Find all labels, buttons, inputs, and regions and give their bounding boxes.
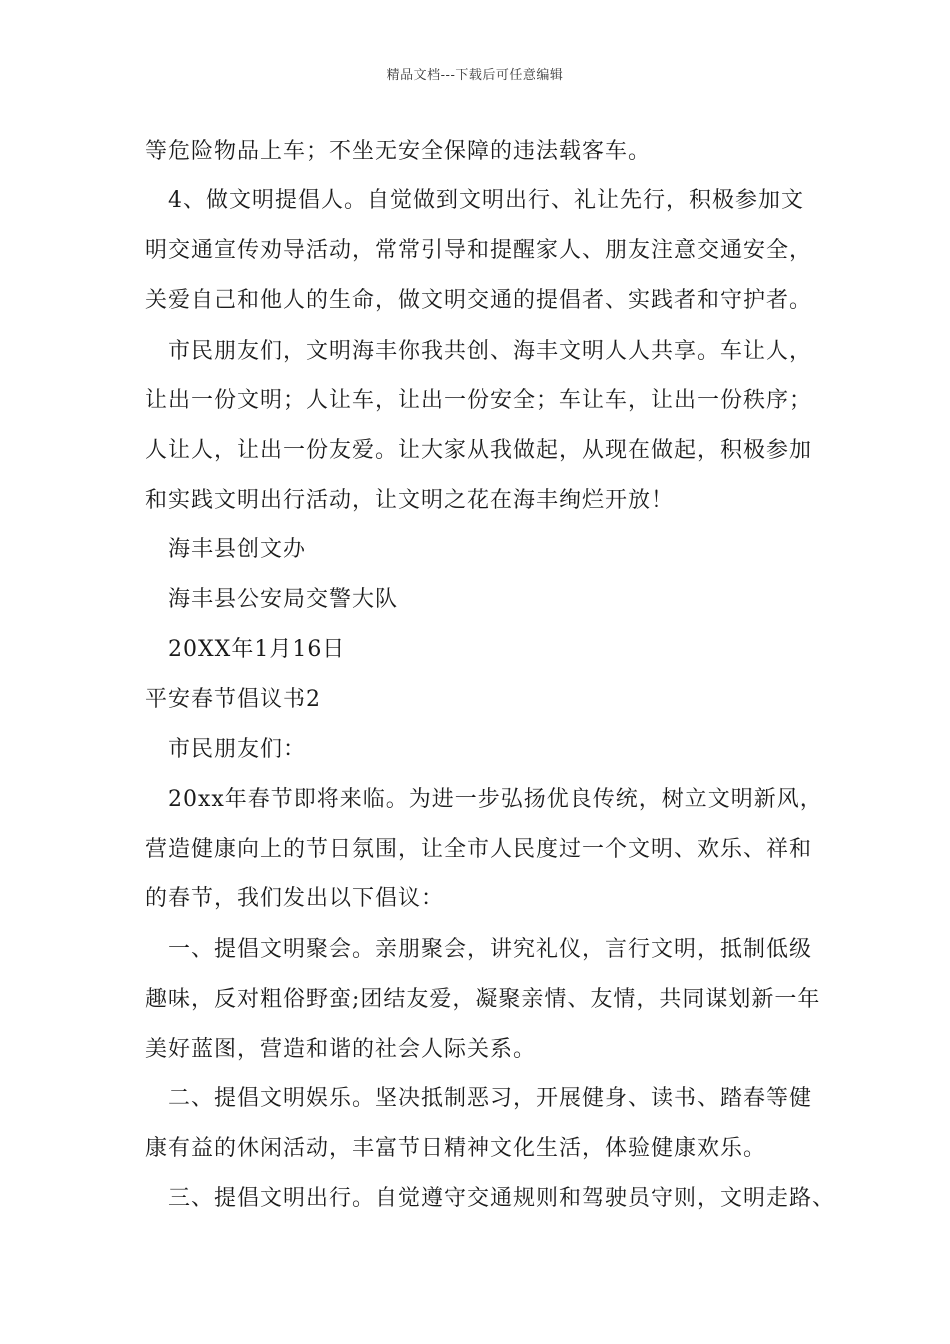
- text-line-16: 的春节，我们发出以下倡议：: [145, 886, 445, 911]
- section-title: 平安春节倡议书2: [145, 687, 321, 712]
- text-line-20: 二、提倡文明娱乐。坚决抵制恶习，开展健身、读书、踏春等健: [145, 1086, 813, 1111]
- text-line-15: 营造健康向上的节日氛围，让全市人民度过一个文明、欢乐、祥和: [145, 837, 813, 862]
- signature-police: 海丰县公安局交警大队: [145, 587, 399, 612]
- text-line-14: 20xx年春节即将来临。为进一步弘扬优良传统，树立文明新风，: [145, 787, 823, 812]
- text-line-1: 等危险物品上车；不坐无安全保障的违法载客车。: [145, 139, 652, 164]
- text-line-21: 康有益的休闲活动，丰富节日精神文化生活，体验健康欢乐。: [145, 1136, 767, 1161]
- text-line-2: 4、做文明提倡人。自觉做到文明出行、礼让先行，积极参加文: [145, 188, 804, 213]
- text-line-17: 一、提倡文明聚会。亲朋聚会，讲究礼仪，言行文明，抵制低级: [145, 937, 813, 962]
- signature-date: 20XX年1月16日: [145, 637, 346, 662]
- text-line-6: 让出一份文明；人让车，让出一份安全；车让车，让出一份秩序；: [145, 388, 813, 413]
- text-line-19: 美好蓝图，营造和谐的社会人际关系。: [145, 1037, 537, 1062]
- text-line-18: 趣味，反对粗俗野蛮;团结友爱，凝聚亲情、友情，共同谋划新一年: [145, 987, 821, 1012]
- text-line-7: 人让人，让出一份友爱。让大家从我做起，从现在做起，积极参加: [145, 438, 813, 463]
- signature-office: 海丰县创文办: [145, 537, 307, 562]
- salutation: 市民朋友们：: [145, 737, 307, 762]
- text-line-4: 关爱自己和他人的生命，做文明交通的提倡者、实践者和守护者。: [145, 288, 813, 313]
- text-line-3: 明交通宣传劝导活动，常常引导和提醒家人、朋友注意交通安全，: [145, 238, 813, 263]
- page-header: 精品文档---下载后可任意编辑: [386, 68, 564, 83]
- text-line-8: 和实践文明出行活动，让文明之花在海丰绚烂开放！: [145, 488, 675, 513]
- text-line-22: 三、提倡文明出行。自觉遵守交通规则和驾驶员守则，文明走路、: [145, 1186, 836, 1211]
- text-line-5: 市民朋友们，文明海丰你我共创、海丰文明人人共享。车让人，: [145, 339, 813, 364]
